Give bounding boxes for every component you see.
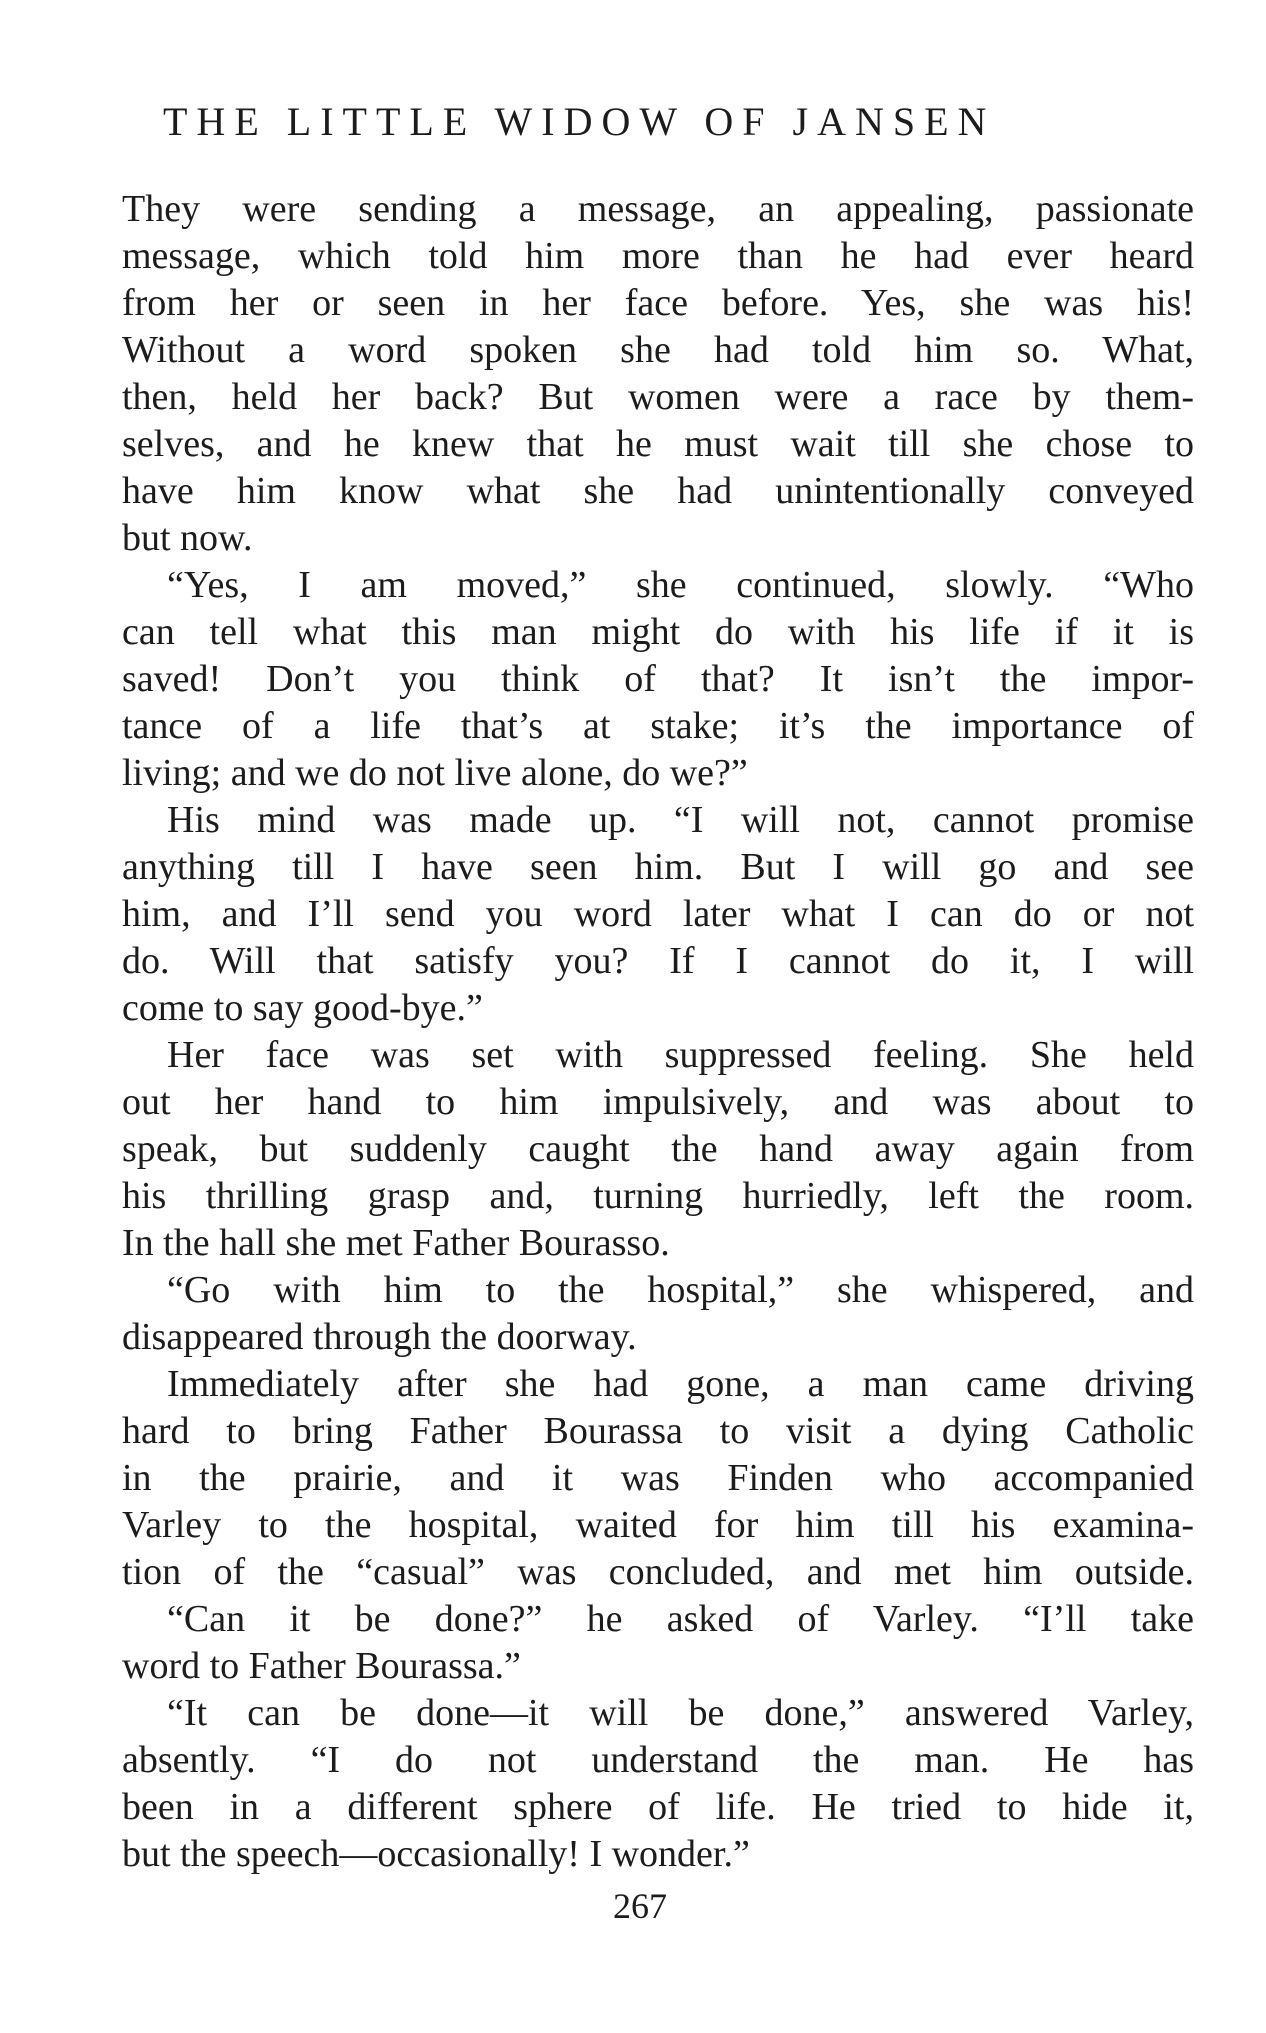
text-line: been in a different sphere of life. He tried to hide it, [122,1786,1194,1828]
text-line: Her face was set with suppressed feeling. She held [167,1034,1194,1076]
text-line: anything till I have seen him. But I will go and see [122,846,1194,888]
text-line: selves, and he knew that he must wait till she chose to [122,423,1194,465]
text-line: but the speech—occasionally! I wonder.” [122,1833,750,1875]
text-line: Immediately after she had gone, a man came driving [167,1363,1194,1405]
text-line: his thrilling grasp and, turning hurriedly, left the room. [122,1175,1194,1217]
text-line: word to Father Bourassa.” [122,1645,521,1687]
text-line: hard to bring Father Bourassa to visit a dying Catholic [122,1410,1194,1452]
text-line: tion of the “casual” was concluded, and met him outside. [122,1551,1194,1593]
text-line: His mind was made up. “I will not, cannot promise [167,799,1194,841]
text-line: but now. [122,517,253,559]
text-line: come to say good-bye.” [122,987,483,1029]
text-line: tance of a life that’s at stake; it’s the importance of [122,705,1194,747]
body-text [122,186,1194,1878]
text-line: “Yes, I am moved,” she continued, slowly. “Who [167,564,1194,606]
text-line: “Go with him to the hospital,” she whispered, and [167,1269,1194,1311]
text-line: They were sending a message, an appealing, passionate [122,188,1194,230]
text-line: out her hand to him impulsively, and was about to [122,1081,1194,1123]
text-line: disappeared through the doorway. [122,1316,637,1358]
text-line: have him know what she had unintentionally conveyed [122,470,1194,512]
text-line: then, held her back? But women were a race by them- [122,376,1194,418]
text-line: in the prairie, and it was Finden who accompanied [122,1457,1194,1499]
text-line: In the hall she met Father Bourasso. [122,1222,670,1264]
text-line: absently. “I do not understand the man. He has [122,1739,1194,1781]
text-line: can tell what this man might do with his life if it is [122,611,1194,653]
text-line: do. Will that satisfy you? If I cannot do it, I will [122,940,1194,982]
text-line: message, which told him more than he had ever heard [122,235,1194,277]
text-line: “It can be done—it will be done,” answered Varley, [167,1692,1194,1734]
text-line: him, and I’ll send you word later what I can do or not [122,893,1194,935]
running-head: THE LITTLE WIDOW OF JANSEN [163,99,996,144]
text-line: living; and we do not live alone, do we?” [122,752,748,794]
page-number: 267 [613,1886,667,1926]
text-line: Without a word spoken she had told him so. What, [122,329,1194,371]
text-line: Varley to the hospital, waited for him till his examina- [122,1504,1194,1546]
text-line: “Can it be done?” he asked of Varley. “I’ll take [167,1598,1194,1640]
text-line: speak, but suddenly caught the hand away again from [122,1128,1194,1170]
text-line: saved! Don’t you think of that? It isn’t the impor- [122,658,1194,700]
text-line: from her or seen in her face before. Yes, she was his! [122,282,1194,324]
